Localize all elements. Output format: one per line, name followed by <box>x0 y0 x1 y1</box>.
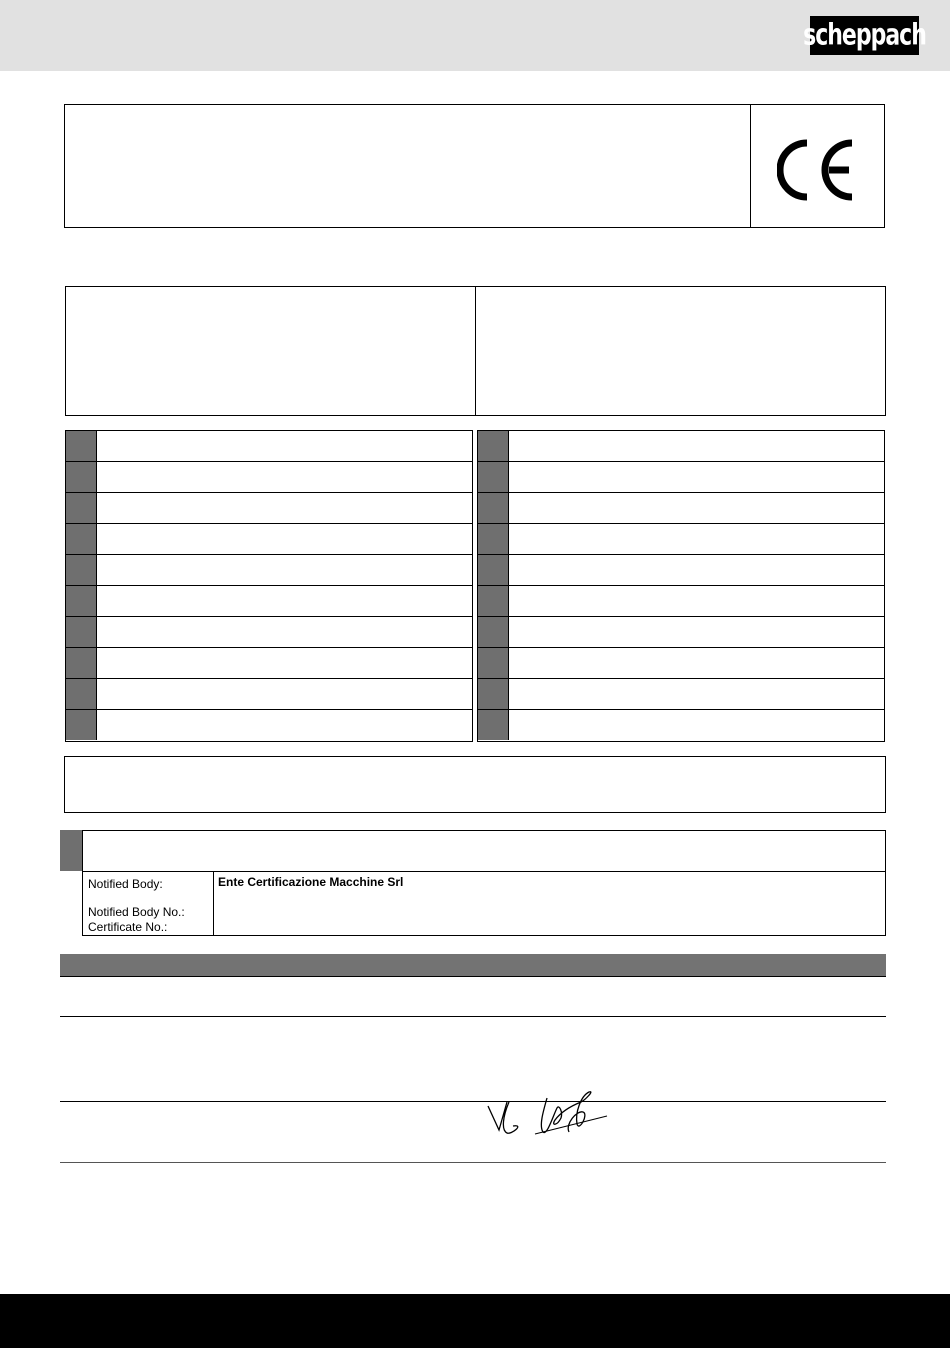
table-row <box>66 679 472 710</box>
table-row <box>478 679 884 710</box>
notified-body-value: Ente Certificazione Macchine Srl <box>218 875 404 889</box>
row-text <box>97 493 472 523</box>
certificate-no-label: Certificate No.: <box>88 920 168 934</box>
row-text <box>509 679 884 709</box>
row-marker <box>478 586 509 616</box>
standards-note-box <box>64 756 886 813</box>
address-divider <box>475 287 476 415</box>
row-text <box>509 648 884 678</box>
row-text <box>97 617 472 647</box>
row-text <box>509 710 884 740</box>
row-text <box>509 555 884 585</box>
table-row <box>478 493 884 524</box>
ce-divider <box>750 105 751 227</box>
row-text <box>509 524 884 554</box>
row-text <box>97 462 472 492</box>
row-marker <box>478 431 509 461</box>
table-row <box>66 462 472 493</box>
table-row <box>478 524 884 555</box>
row-text <box>97 555 472 585</box>
table-row <box>478 710 884 740</box>
row-text <box>97 648 472 678</box>
row-marker <box>66 648 97 678</box>
divider-line <box>60 1101 886 1102</box>
table-row <box>478 648 884 679</box>
table-row <box>478 555 884 586</box>
row-marker <box>66 710 97 740</box>
notified-body-label: Notified Body: <box>88 877 163 891</box>
footer-band <box>0 1294 950 1348</box>
table-row <box>66 431 472 462</box>
table-row <box>478 617 884 648</box>
divider-line <box>60 1162 886 1163</box>
row-text <box>97 679 472 709</box>
table-row <box>478 462 884 493</box>
row-marker <box>478 710 509 740</box>
notified-body-split <box>213 872 214 935</box>
row-text <box>97 431 472 461</box>
table-row <box>478 431 884 462</box>
row-marker <box>66 555 97 585</box>
row-marker <box>66 586 97 616</box>
table-row <box>66 648 472 679</box>
row-marker <box>66 431 97 461</box>
declaration-title-box <box>64 104 885 228</box>
notified-body-no-label: Notified Body No.: <box>88 905 185 919</box>
row-marker <box>66 524 97 554</box>
brand-logo <box>803 16 926 55</box>
row-marker <box>66 462 97 492</box>
table-row <box>478 586 884 617</box>
row-marker <box>478 555 509 585</box>
row-marker <box>478 648 509 678</box>
table-row <box>66 524 472 555</box>
row-marker <box>66 679 97 709</box>
row-marker <box>478 679 509 709</box>
table-row <box>66 555 472 586</box>
row-marker <box>478 462 509 492</box>
row-marker <box>478 524 509 554</box>
notified-body-marker <box>60 830 82 871</box>
row-marker <box>66 617 97 647</box>
row-text <box>509 493 884 523</box>
directive-table-right <box>477 430 885 742</box>
ce-mark-icon <box>777 139 857 201</box>
table-row <box>66 586 472 617</box>
divider-line <box>60 1016 886 1017</box>
signature-icon <box>485 1086 610 1141</box>
row-text <box>509 586 884 616</box>
row-text <box>509 617 884 647</box>
row-text <box>97 586 472 616</box>
row-text <box>97 710 472 740</box>
table-row <box>66 617 472 648</box>
table-row <box>66 710 472 740</box>
brand-logo-text: scheppach <box>803 18 926 53</box>
row-marker <box>66 493 97 523</box>
row-text <box>97 524 472 554</box>
notified-body-details <box>82 871 886 936</box>
row-text <box>509 462 884 492</box>
row-marker <box>478 493 509 523</box>
table-row <box>66 493 472 524</box>
row-text <box>509 431 884 461</box>
notified-body-header <box>82 830 886 872</box>
row-marker <box>478 617 509 647</box>
directive-table-left <box>65 430 473 742</box>
section-bar <box>60 954 886 977</box>
address-box <box>65 286 886 416</box>
